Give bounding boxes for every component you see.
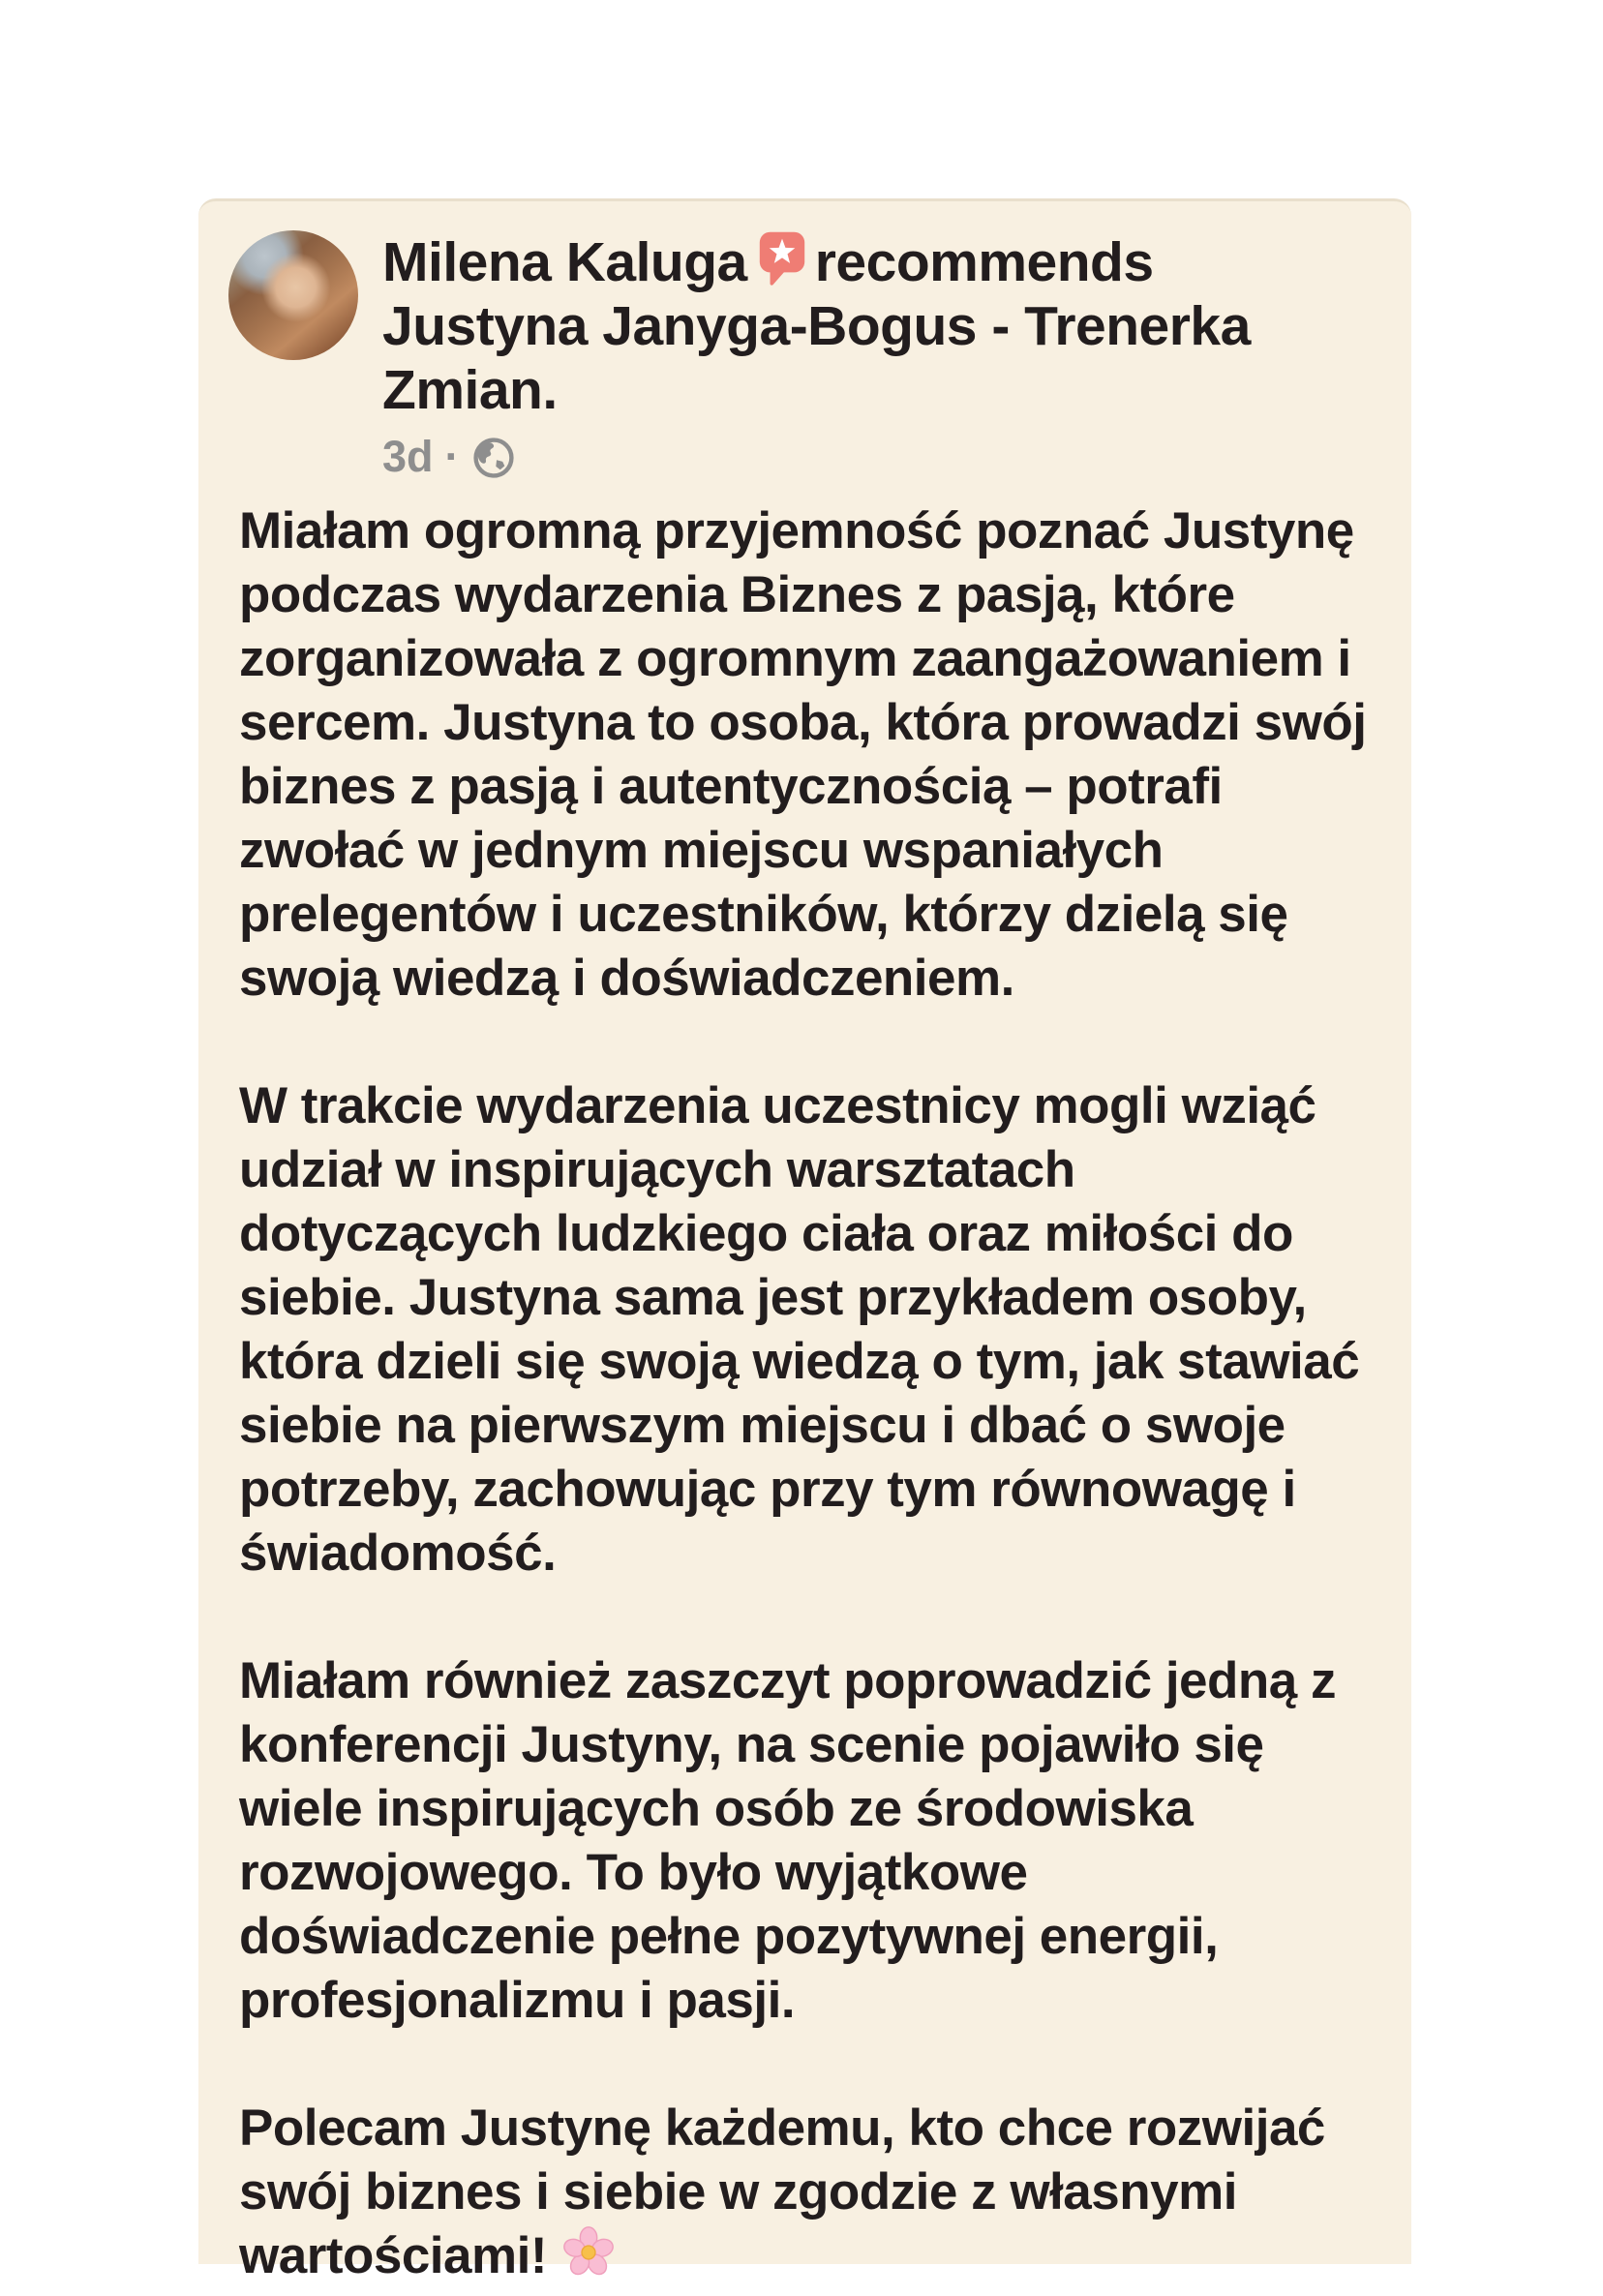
paragraph: [239, 2097, 1373, 2288]
avatar[interactable]: [228, 230, 358, 360]
post-card: [198, 198, 1411, 2284]
cherry-blossom-emoji-icon: [560, 2224, 617, 2281]
post-title: [382, 230, 1373, 422]
paragraph-text: Polecam Justynę każdemu, kto chce rozwijać swój biznes i siebie w zgodzie z własnymi wartościami!: [239, 2100, 1325, 2284]
paragraph: W trakcie wydarzenia uczestnicy mogli wziąć udział w inspirujących warsztatach dotyczących ludzkiego ciała oraz miłości do siebie. Justyna sama jest przykładem osoby, która dzieli się swoją wiedzą o tym, jak stawiać siebie na pierwszym miejscu i dbać o swoje potrzeby, zachowując przy tym równowagę i świadomość.: [239, 1077, 1360, 1582]
globe-icon: [471, 436, 516, 480]
header-text: [382, 230, 1373, 482]
dot-separator: ·: [444, 432, 460, 481]
timestamp-row[interactable]: [382, 432, 1373, 482]
timestamp: 3d: [382, 432, 434, 481]
page-name-link[interactable]: Justyna Janyga-Bogus - Trenerka Zmian.: [382, 295, 1251, 421]
post-header: [198, 201, 1411, 482]
action-text: recommends: [814, 231, 1154, 293]
post-body: [198, 499, 1411, 2288]
recommend-badge-icon: [757, 230, 807, 287]
author-name-link[interactable]: Milena Kaluga: [382, 231, 747, 293]
paragraph: Miałam również zaszczyt poprowadzić jedną z konferencji Justyny, na scenie pojawiło się wiele inspirujących osób ze środowiska rozwojowego. To było wyjątkowe doświadczenie pełne pozytywnej energii, profesjonalizmu i pasji.: [239, 1652, 1336, 2029]
paragraph: Miałam ogromną przyjemność poznać Justynę podczas wydarzenia Biznes z pasją, które zorganizowała z ogromnym zaangażowaniem i sercem. Justyna to osoba, która prowadzi swój biznes z pasją i autentycznością – potrafi zwołać w jednym miejscu wspaniałych prelegentów i uczestników, którzy dzielą się swoją wiedzą i doświadczeniem.: [239, 502, 1367, 1007]
